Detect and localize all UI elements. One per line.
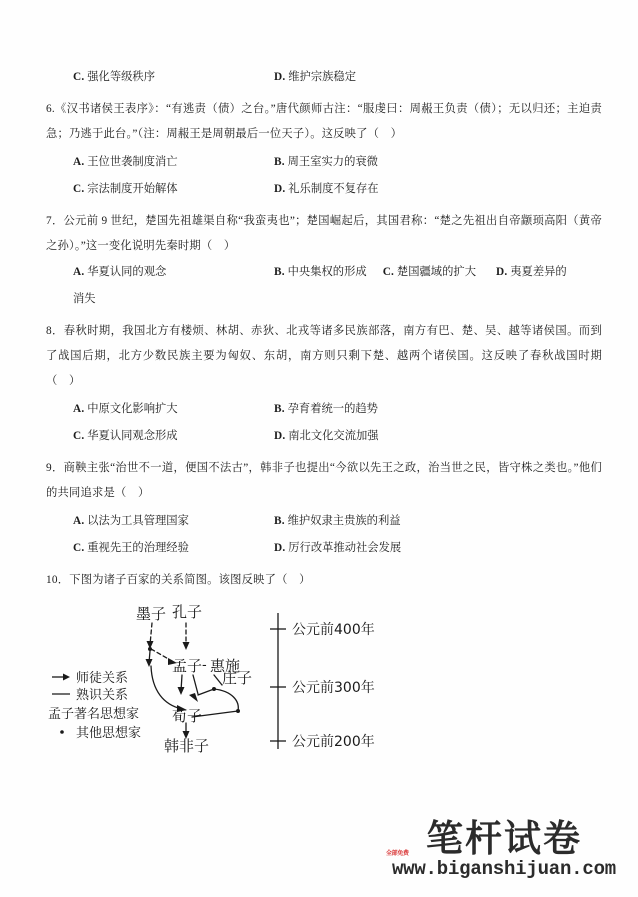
option-text: 重视先王的治理经验 — [87, 542, 189, 554]
figure-label-mengzi: 孟子 — [172, 657, 203, 675]
option-label: B. — [274, 515, 285, 527]
legend-arrow-icon-head — [63, 674, 70, 681]
figure-label-xunzi: 荀子 — [172, 707, 203, 725]
option-text: 华夏认同观念形成 — [87, 430, 178, 442]
watermark-url: www.biganshijuan.com — [391, 858, 616, 880]
option-group — [46, 259, 602, 313]
option-c[interactable] — [46, 535, 274, 562]
option-label: C. — [73, 71, 85, 83]
option-c[interactable] — [367, 259, 476, 286]
option-d[interactable] — [274, 176, 379, 203]
option-a[interactable] — [46, 396, 274, 423]
option-label: A. — [73, 266, 85, 278]
figure-label-huishi: 惠施 — [210, 657, 241, 675]
question-stem: 7．公元前 9 世纪，楚国先祖雄渠自称“我蛮夷也”；楚国崛起后，其国君称：“楚之先祖出自帝颛顼高阳（黄帝之孙）。”这一变化说明先秦时期（ ） — [46, 215, 602, 252]
dot-other-thinker — [236, 709, 240, 713]
option-label: D. — [274, 71, 286, 83]
option-c[interactable] — [46, 64, 274, 91]
option-row — [46, 396, 602, 423]
figure-label-zhuangzi: 庄子 — [222, 669, 253, 687]
option-text: 中原文化影响扩大 — [87, 403, 178, 415]
page-content — [46, 62, 602, 765]
question-block — [46, 97, 602, 203]
option-row — [46, 508, 602, 535]
question-stem: 6.《汉书诸侯王表序》：“有逃责（债）之台。”唐代颜师古注：“服虔曰：周赧王负责（债）；无以归还；主迫责急；乃逃于此台。”（注：周赧王是周朝最后一位天子）。这反映了（ ） — [46, 103, 602, 140]
dot-other-thinker — [212, 687, 216, 691]
legend-label-master-disciple: 师徒关系 — [76, 671, 129, 686]
edge-to-dot — [198, 689, 214, 695]
legend-label-other-thinker: 其他思想家 — [76, 726, 142, 741]
option-text: 礼乐制度不复存在 — [288, 183, 379, 195]
figure-legend — [48, 670, 141, 741]
option-b[interactable] — [274, 396, 378, 423]
arrowhead — [183, 642, 190, 650]
option-group — [46, 508, 602, 562]
option-label: C. — [73, 430, 85, 442]
option-label: D. — [274, 542, 286, 554]
option-d[interactable] — [476, 259, 567, 286]
option-a[interactable] — [46, 149, 274, 176]
option-label: D. — [496, 266, 508, 278]
option-b[interactable] — [274, 149, 378, 176]
option-label: B. — [274, 403, 285, 415]
option-a[interactable] — [46, 259, 274, 286]
option-text: 中央集权的形成 — [287, 266, 367, 278]
option-c[interactable] — [46, 423, 274, 450]
option-label: B. — [274, 156, 285, 168]
option-group — [46, 396, 602, 450]
arrowhead — [189, 693, 198, 702]
option-row — [46, 423, 602, 450]
option-text: 以法为工具管理国家 — [87, 515, 189, 527]
option-d[interactable] — [274, 64, 356, 91]
option-label: C. — [73, 183, 85, 195]
option-label: A. — [73, 403, 85, 415]
option-c[interactable] — [46, 176, 274, 203]
option-text: 维护奴隶主贵族的利益 — [287, 515, 401, 527]
option-label: C. — [382, 266, 395, 278]
option-label: A. — [73, 156, 85, 168]
question-stem: 10．下图为诸子百家的关系简图。该图反映了（ ） — [46, 574, 311, 586]
figure-timeline — [270, 613, 375, 750]
option-group — [46, 64, 602, 91]
option-label: D. — [274, 183, 286, 195]
legend-label-acquaintance: 熟识关系 — [76, 688, 129, 703]
figure-label-mozi: 墨子 — [136, 605, 167, 623]
option-label: A. — [73, 515, 85, 527]
watermark-brand: 笔杆试卷 — [425, 817, 582, 860]
question-stem: 8．春秋时期，我国北方有楼烦、林胡、赤狄、北戎等诸多民族部落，南方有巴、楚、吴、越等诸侯国。而到了战国后期，北方少数民族主要为匈奴、东胡，南方则只剩下楚、越两个诸侯国。这反映了春秋战国时期（ ） — [46, 325, 602, 387]
question-block — [46, 319, 602, 450]
option-text: 楚国疆域的扩大 — [396, 266, 476, 278]
option-group — [46, 149, 602, 203]
figure-label-hanfeizi: 韩非子 — [164, 737, 210, 755]
option-label: B. — [274, 266, 285, 278]
option-d[interactable] — [274, 535, 401, 562]
question-stem: 9．商鞅主张“治世不一道，便国不法古”，韩非子也提出“今欲以先王之政，治当世之民，皆守株之类也。”他们的共同追求是（ ） — [46, 462, 602, 499]
option-text: 孕育着统一的趋势 — [287, 403, 378, 415]
question-block — [46, 456, 602, 562]
option-row — [46, 535, 602, 562]
option-label: C. — [73, 542, 85, 554]
option-text: 华夏认同的观念 — [87, 266, 167, 278]
arrowhead — [178, 687, 185, 695]
legend-label-famous-thinker: 孟子著名思想家 — [48, 707, 140, 722]
option-d[interactable] — [274, 423, 379, 450]
option-text: 周王室实力的衰微 — [287, 156, 378, 168]
option-row — [46, 176, 602, 203]
option-a[interactable] — [46, 508, 274, 535]
option-d-wrap-text: 消失 — [73, 293, 96, 305]
option-b[interactable] — [274, 259, 367, 286]
option-row — [46, 149, 602, 176]
option-text: 强化等级秩序 — [87, 71, 156, 83]
edge-zhuangzi-tick — [214, 675, 222, 685]
option-text: 王位世袭制度消亡 — [87, 156, 178, 168]
figure-label-kongzi: 孔子 — [172, 603, 203, 621]
option-text: 宗法制度开始解体 — [87, 183, 178, 195]
timeline-label-200bc: 公元前200年 — [292, 734, 375, 750]
legend-dot-icon — [60, 730, 64, 734]
timeline-label-300bc: 公元前300年 — [292, 680, 375, 696]
option-text: 厉行改革推动社会发展 — [288, 542, 402, 554]
dot-other-thinker — [148, 647, 152, 651]
option-text: 夷夏差异的 — [510, 266, 567, 278]
edge-dot-arc — [214, 689, 238, 711]
option-b[interactable] — [274, 508, 401, 535]
option-row — [46, 64, 602, 91]
option-text: 南北文化交流加强 — [288, 430, 379, 442]
diagram-svg — [46, 599, 386, 757]
watermark-badge: 全部免费 — [385, 850, 409, 857]
figure-edge-connector: - — [202, 658, 207, 673]
edge-mengzi-right — [193, 675, 198, 694]
question-block — [46, 568, 602, 759]
figure-hundred-schools-diagram — [46, 599, 602, 759]
question-block — [46, 209, 602, 313]
option-label: D. — [274, 430, 286, 442]
option-text: 维护宗族稳定 — [288, 71, 357, 83]
question-block — [46, 64, 602, 91]
timeline-label-400bc: 公元前400年 — [292, 622, 375, 638]
